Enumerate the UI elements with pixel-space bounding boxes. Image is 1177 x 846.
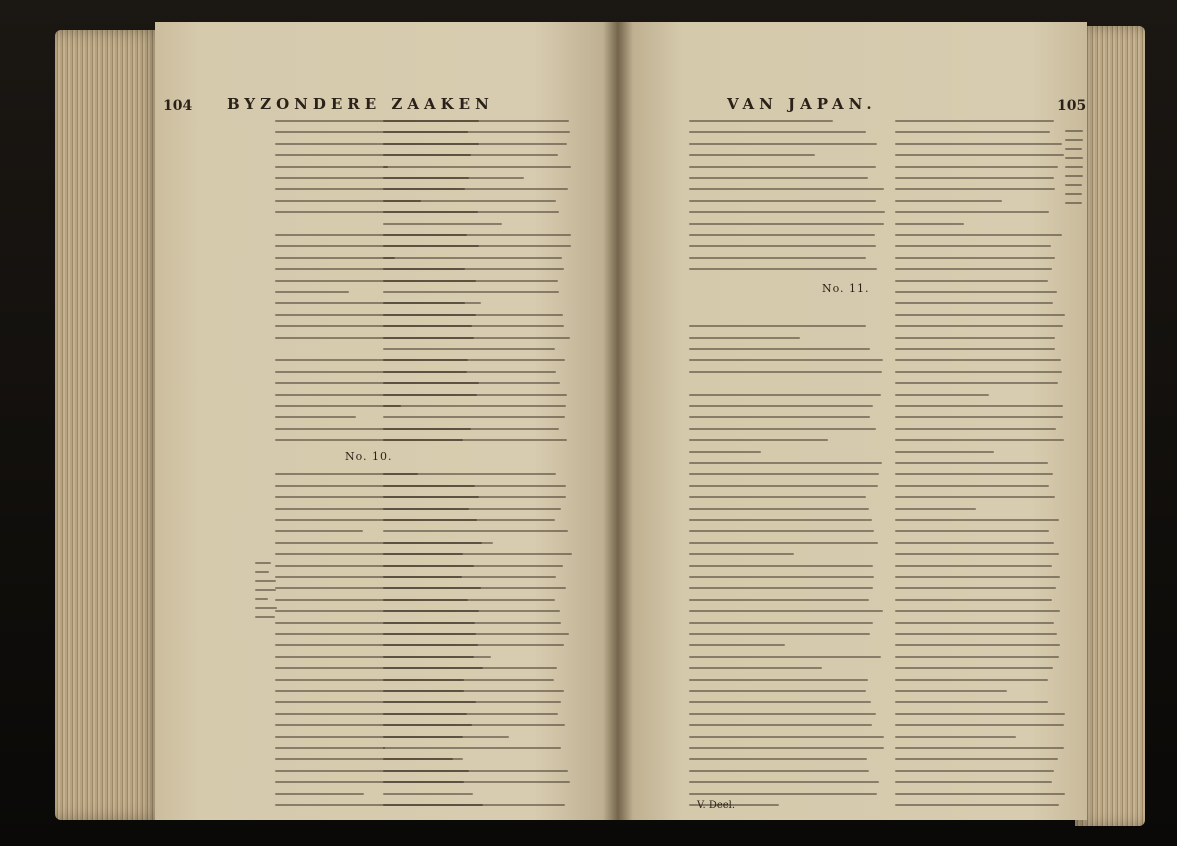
text-line-stroke (689, 188, 884, 190)
text-line-stroke (275, 291, 349, 293)
signature-mark: V. Deel. (697, 800, 736, 811)
text-line-stroke (895, 473, 1053, 475)
text-line-stroke (689, 770, 869, 772)
text-line-stroke (255, 607, 277, 609)
text-line-stroke (689, 154, 815, 156)
text-line-stroke (689, 610, 883, 612)
text-line-stroke (895, 565, 1052, 567)
text-line-stroke (895, 337, 1055, 339)
text-line-stroke (689, 439, 828, 441)
text-line-stroke (383, 667, 557, 669)
text-line-stroke (895, 622, 1054, 624)
text-line-stroke (895, 530, 1049, 532)
text-line-stroke (383, 747, 561, 749)
text-line-stroke (383, 257, 562, 259)
right-page-number: 105 (1057, 98, 1087, 114)
text-line-stroke (895, 736, 1016, 738)
text-line-stroke (689, 200, 876, 202)
text-line-stroke (689, 781, 879, 783)
text-line-stroke (383, 394, 567, 396)
text-line-stroke (383, 302, 481, 304)
text-line-stroke (383, 793, 473, 795)
text-line-stroke (383, 690, 564, 692)
text-line-stroke (689, 462, 882, 464)
text-line-stroke (383, 496, 566, 498)
text-line-stroke (383, 542, 493, 544)
text-line-stroke (689, 519, 872, 521)
text-line-stroke (689, 701, 871, 703)
text-line-stroke (895, 416, 1063, 418)
text-line-stroke (275, 257, 395, 259)
text-line-stroke (689, 211, 885, 213)
text-line-stroke (383, 405, 566, 407)
text-line-stroke (895, 371, 1062, 373)
text-line-stroke (383, 530, 568, 532)
text-line-stroke (689, 394, 881, 396)
left-running-head: BYZONDERE ZAAKEN (227, 95, 494, 113)
text-line-stroke (689, 530, 874, 532)
text-line-stroke (895, 781, 1052, 783)
text-line-stroke (383, 758, 453, 760)
text-line-stroke (689, 268, 877, 270)
text-line-stroke (895, 610, 1060, 612)
text-line-stroke (383, 610, 560, 612)
text-line-stroke (255, 598, 268, 600)
text-line-stroke (383, 439, 567, 441)
text-line-stroke (895, 348, 1055, 350)
text-line-stroke (383, 804, 565, 806)
text-line-stroke (895, 804, 1059, 806)
text-line-stroke (895, 177, 1054, 179)
text-line-stroke (895, 633, 1057, 635)
text-line-stroke (383, 576, 556, 578)
text-line-stroke (689, 257, 866, 259)
text-line-stroke (383, 359, 565, 361)
text-line-stroke (383, 701, 561, 703)
text-line-stroke (383, 781, 570, 783)
text-line-stroke (895, 587, 1056, 589)
text-line-stroke (689, 508, 869, 510)
text-line-stroke (895, 644, 1060, 646)
text-line-stroke (895, 211, 1049, 213)
text-line-stroke (689, 451, 761, 453)
text-line-stroke (383, 154, 558, 156)
text-line-stroke (689, 633, 870, 635)
text-line-stroke (895, 268, 1052, 270)
text-line-stroke (383, 656, 491, 658)
text-line-stroke (255, 589, 276, 591)
text-line-stroke (383, 485, 566, 487)
text-line-stroke (895, 679, 1048, 681)
text-line-stroke (895, 257, 1055, 259)
text-line-stroke (689, 325, 866, 327)
text-line-stroke (689, 428, 876, 430)
text-line-stroke (689, 587, 873, 589)
text-line-stroke (383, 724, 565, 726)
text-line-stroke (689, 223, 884, 225)
text-line-stroke (895, 394, 989, 396)
text-line-stroke (383, 553, 572, 555)
text-line-stroke (689, 166, 876, 168)
text-line-stroke (1065, 130, 1083, 132)
text-line-stroke (895, 280, 1048, 282)
text-line-stroke (895, 724, 1064, 726)
left-page-number: 104 (163, 98, 193, 114)
text-line-stroke (895, 667, 1053, 669)
text-line-stroke (689, 143, 877, 145)
text-line-stroke (689, 405, 873, 407)
text-line-stroke (895, 120, 1054, 122)
text-line-stroke (689, 234, 875, 236)
text-line-stroke (689, 177, 868, 179)
text-line-stroke (689, 736, 884, 738)
text-line-stroke (895, 519, 1059, 521)
text-line-stroke (383, 200, 556, 202)
text-line-stroke (383, 325, 564, 327)
text-line-stroke (383, 268, 564, 270)
text-line-stroke (275, 793, 364, 795)
text-line-stroke (383, 223, 502, 225)
text-line-stroke (895, 599, 1052, 601)
book-gutter (603, 22, 633, 820)
text-line-stroke (895, 245, 1051, 247)
text-line-stroke (689, 542, 878, 544)
text-line-stroke (689, 565, 873, 567)
text-line-stroke (689, 416, 870, 418)
text-line-stroke (275, 416, 356, 418)
text-line-stroke (255, 580, 276, 582)
text-line-stroke (895, 747, 1064, 749)
text-line-stroke (689, 245, 876, 247)
text-line-stroke (895, 508, 976, 510)
text-line-stroke (689, 371, 882, 373)
text-line-stroke (275, 530, 363, 532)
text-line-stroke (689, 644, 785, 646)
text-line-stroke (383, 713, 558, 715)
text-line-stroke (895, 542, 1054, 544)
text-line-stroke (895, 690, 1007, 692)
text-line-stroke (689, 337, 800, 339)
text-line-stroke (275, 747, 385, 749)
text-line-stroke (895, 428, 1056, 430)
text-line-stroke (689, 496, 866, 498)
text-line-stroke (895, 462, 1048, 464)
text-line-stroke (383, 508, 561, 510)
text-line-stroke (383, 382, 560, 384)
text-line-stroke (689, 724, 872, 726)
text-line-stroke (255, 571, 269, 573)
text-line-stroke (895, 200, 1002, 202)
text-line-stroke (895, 701, 1048, 703)
text-line-stroke (689, 359, 883, 361)
text-line-stroke (895, 223, 964, 225)
text-line-stroke (383, 291, 559, 293)
text-line-stroke (689, 553, 794, 555)
text-line-stroke (1065, 157, 1083, 159)
text-line-stroke (689, 622, 873, 624)
text-line-stroke (383, 348, 555, 350)
text-line-stroke (895, 496, 1055, 498)
text-line-stroke (383, 188, 568, 190)
text-line-stroke (1065, 175, 1083, 177)
text-line-stroke (383, 166, 571, 168)
text-line-stroke (383, 337, 570, 339)
text-line-stroke (895, 291, 1057, 293)
text-line-stroke (383, 416, 565, 418)
text-line-stroke (1065, 148, 1082, 150)
text-line-stroke (689, 120, 833, 122)
text-line-stroke (383, 143, 567, 145)
left-page-edges (55, 30, 165, 820)
text-line-stroke (895, 553, 1059, 555)
text-line-stroke (895, 154, 1064, 156)
text-line-stroke (383, 177, 524, 179)
text-line-stroke (383, 473, 556, 475)
text-line-stroke (895, 451, 994, 453)
text-line-stroke (383, 314, 563, 316)
text-line-stroke (895, 758, 1058, 760)
text-line-stroke (383, 587, 566, 589)
text-line-stroke (895, 302, 1053, 304)
text-line-stroke (689, 656, 881, 658)
text-line-stroke (689, 690, 866, 692)
text-line-stroke (895, 166, 1058, 168)
text-line-stroke (895, 359, 1061, 361)
text-line-stroke (895, 131, 1050, 133)
text-line-stroke (383, 599, 555, 601)
text-line-stroke (383, 679, 554, 681)
text-line-stroke (895, 314, 1065, 316)
left-section-heading: No. 10. (345, 450, 393, 463)
text-line-stroke (895, 656, 1059, 658)
right-page (617, 22, 1087, 820)
text-line-stroke (383, 519, 555, 521)
text-line-stroke (895, 485, 1049, 487)
text-line-stroke (689, 667, 822, 669)
text-line-stroke (275, 166, 388, 168)
text-line-stroke (1065, 193, 1082, 195)
text-line-stroke (383, 211, 559, 213)
text-line-stroke (689, 131, 866, 133)
open-book (55, 10, 1145, 836)
text-line-stroke (689, 599, 869, 601)
text-line-stroke (383, 428, 559, 430)
text-line-stroke (895, 439, 1064, 441)
text-line-stroke (383, 131, 570, 133)
text-line-stroke (383, 280, 558, 282)
text-line-stroke (895, 770, 1054, 772)
text-line-stroke (689, 747, 884, 749)
text-line-stroke (895, 382, 1058, 384)
text-line-stroke (895, 325, 1063, 327)
text-line-stroke (895, 576, 1060, 578)
text-line-stroke (383, 622, 561, 624)
left-page (155, 22, 617, 820)
text-line-stroke (895, 405, 1063, 407)
text-line-stroke (383, 770, 568, 772)
text-line-stroke (689, 758, 867, 760)
text-line-stroke (383, 371, 556, 373)
text-line-stroke (689, 576, 874, 578)
right-running-head: VAN JAPAN. (727, 95, 877, 113)
text-line-stroke (1065, 202, 1082, 204)
text-line-stroke (1065, 139, 1083, 141)
text-line-stroke (255, 562, 271, 564)
text-line-stroke (895, 188, 1055, 190)
text-line-stroke (383, 120, 569, 122)
text-line-stroke (383, 633, 569, 635)
text-line-stroke (383, 234, 571, 236)
text-line-stroke (689, 679, 868, 681)
text-line-stroke (383, 736, 509, 738)
text-line-stroke (689, 348, 870, 350)
text-line-stroke (689, 473, 879, 475)
text-line-stroke (383, 245, 571, 247)
text-line-stroke (689, 485, 878, 487)
text-line-stroke (383, 565, 563, 567)
text-line-stroke (895, 793, 1065, 795)
right-section-heading: No. 11. (822, 282, 870, 295)
text-line-stroke (895, 234, 1062, 236)
text-line-stroke (383, 644, 564, 646)
text-line-stroke (1065, 166, 1083, 168)
text-line-stroke (689, 713, 876, 715)
text-line-stroke (895, 143, 1062, 145)
text-line-stroke (1065, 184, 1082, 186)
text-line-stroke (255, 616, 275, 618)
text-line-stroke (895, 713, 1065, 715)
text-line-stroke (689, 793, 877, 795)
